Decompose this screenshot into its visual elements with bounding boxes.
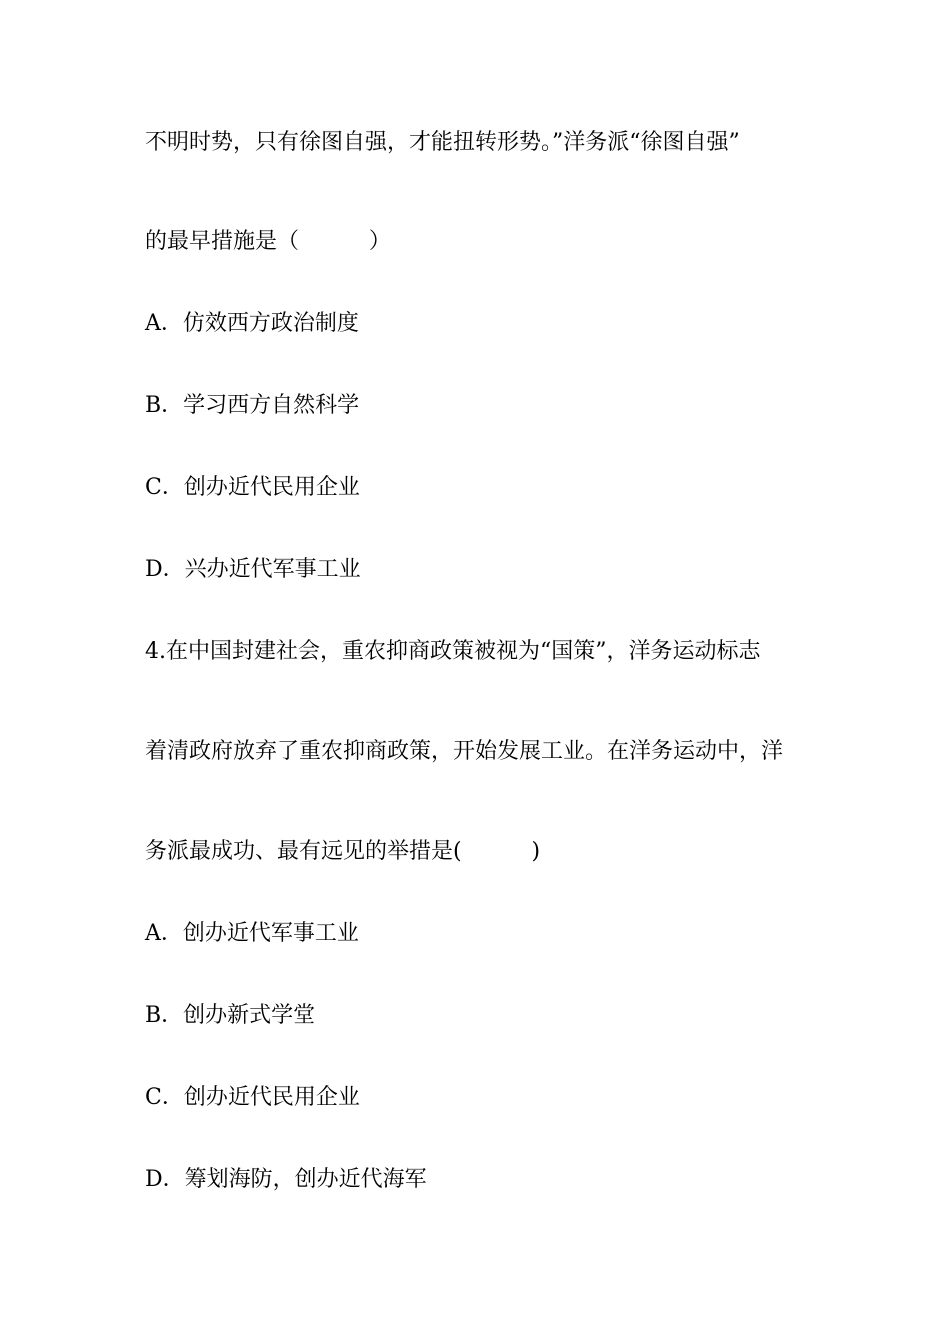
- q4-option-a: A．创办近代军事工业: [145, 921, 359, 946]
- q4-option-c: C．创办近代民用企业: [145, 1085, 360, 1110]
- q4-option-b: B．创办新式学堂: [145, 1003, 316, 1028]
- q4-stem-line-1: 4.在中国封建社会，重农抑商政策被视为“国策”，洋务运动标志: [145, 639, 761, 664]
- q3-option-d: D．兴办近代军事工业: [145, 557, 361, 582]
- q3-option-b: B．学习西方自然科学: [145, 393, 360, 418]
- q3-option-c: C．创办近代民用企业: [145, 475, 360, 500]
- q3-stem-line-1: 不明时势，只有徐图自强，才能扭转形势。”洋务派“徐图自强”: [145, 130, 740, 155]
- q4-option-d: D．筹划海防，创办近代海军: [145, 1167, 427, 1192]
- q4-stem-line-3: 务派最成功、最有远见的举措是( ): [145, 839, 541, 864]
- q3-option-a: A．仿效西方政治制度: [145, 311, 359, 336]
- q4-stem-line-2: 着清政府放弃了重农抑商政策，开始发展工业。在洋务运动中，洋: [145, 739, 784, 764]
- q3-stem-line-2: 的最早措施是（ ）: [145, 229, 391, 254]
